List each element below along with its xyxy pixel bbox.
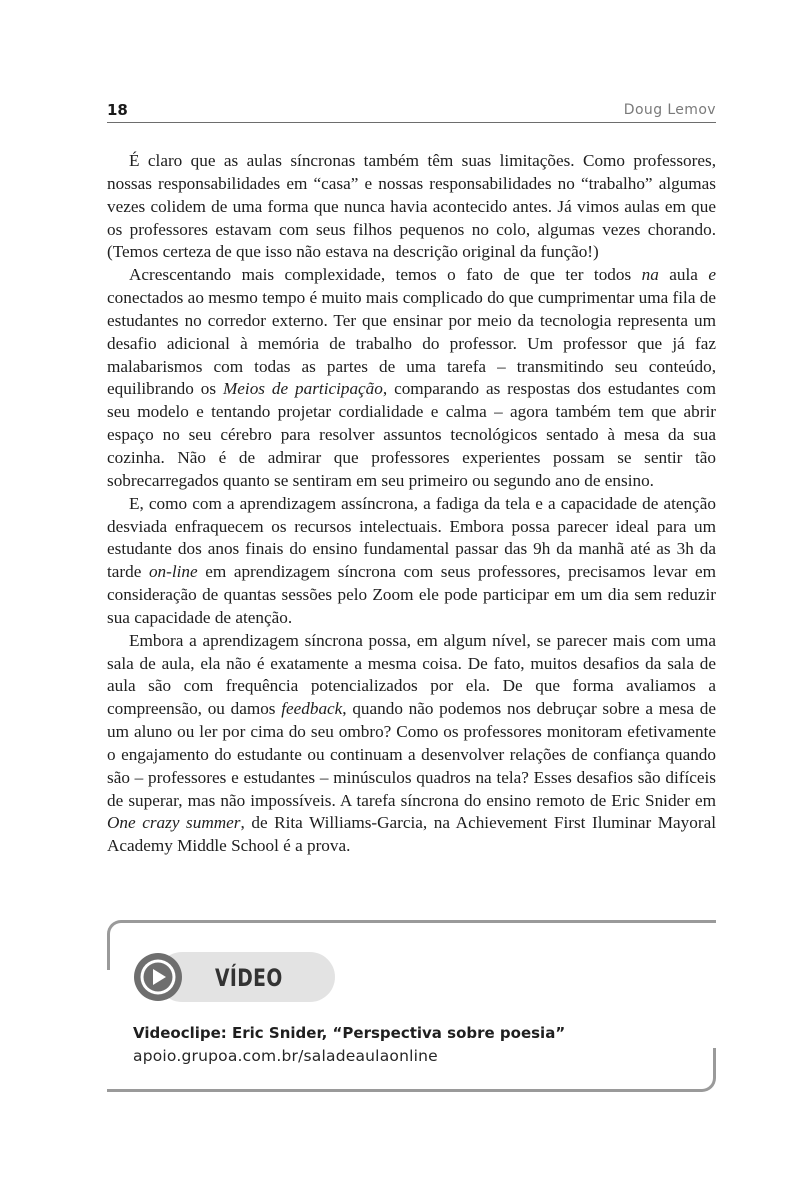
video-label: VÍDEO bbox=[215, 964, 283, 992]
paragraph-text: Acrescentando mais complexidade, temos o fato de que ter todos bbox=[129, 265, 642, 285]
italic-text: on-line bbox=[148, 562, 198, 582]
body-paragraph bbox=[107, 630, 716, 858]
body-text bbox=[107, 150, 716, 858]
video-url-link[interactable]: apoio.grupoa.com.br/saladeaulaonline bbox=[133, 1047, 438, 1065]
body-paragraph bbox=[107, 493, 716, 630]
body-paragraph bbox=[107, 264, 716, 492]
paragraph-text: É claro que as aulas síncronas também têm suas limitações. Como professores, nossas responsabilidades em “casa” e nossas responsabilidades no “trabalho” algumas vezes colidem de uma forma que nunca havia acontecido antes. Já vimos aulas em que os professores estavam com seus filhos pequenos no colo, algumas vezes chorando. (Temos certeza de que isso não estava na descrição original da função!) bbox=[107, 151, 716, 262]
paragraph-text: , quando não podemos nos debruçar sobre a mesa de um aluno ou ler por cima do seu ombro? Como os professores monitoram efetivamente o engajamento do estudante ou continuam a desenvolver relações de confiança quando são – professores e estudantes – minúsculos quadros na tela? Esses desafios são difíceis de superar, mas não impossíveis. A tarefa síncrona do ensino remoto de Eric Snider em bbox=[107, 699, 716, 810]
paragraph-text: conectados ao mesmo tempo é muito mais complicado do que cumprimentar uma fila de estudantes no corredor externo. Ter que ensinar por meio da tecnologia representa um desafio adicional à memória de trabalho do professor. Um professor que já faz malabarismos com todas as partes de uma tarefa – transmitindo seu conteúdo, equilibrando os bbox=[107, 288, 716, 399]
video-box bbox=[107, 920, 716, 1092]
paragraph-text: aula bbox=[658, 265, 709, 285]
paragraph-text: , comparando as respostas dos estudantes com seu modelo e tentando projetar cordialidade e calma – agora também tem que abrir espaço no seu cérebro para resolver assuntos tecnológicos sentado à mesa da sua cozinha. Não é de admirar que professores experientes possam se sentir tão sobrecarregados quanto se sentiram em seu primeiro ou segundo ano de ensino. bbox=[107, 379, 716, 490]
italic-text: na bbox=[641, 265, 659, 285]
italic-text: e bbox=[708, 265, 716, 285]
running-head-author: Doug Lemov bbox=[623, 102, 716, 118]
page-header bbox=[107, 100, 716, 123]
italic-text: Meios de participação bbox=[222, 379, 383, 399]
paragraph-text: Embora a aprendizagem síncrona possa, em algum nível, se parecer mais com uma sala de aula, ela não é exatamente a mesma coisa. De fato, muitos desafios da sala de aula são com frequência potencializados por ela. De que forma avaliamos a compreensão, ou damos bbox=[107, 630, 716, 719]
body-paragraph bbox=[107, 150, 716, 264]
italic-text: feedback bbox=[281, 699, 343, 719]
italic-text: One crazy summer bbox=[107, 813, 241, 833]
video-clip-title: Videoclipe: Eric Snider, “Perspectiva sobre poesia” bbox=[133, 1024, 566, 1042]
play-icon[interactable] bbox=[133, 952, 183, 1002]
paragraph-text: , de Rita Williams-Garcia, na Achievement First Iluminar Mayoral Academy Middle School é a prova. bbox=[107, 813, 716, 856]
paragraph-text: E, como com a aprendizagem assíncrona, a fadiga da tela e a capacidade de atenção desviada enfraquecem os recursos intelectuais. Embora possa parecer ideal para um estudante dos anos finais do ensino fundamental passar das 9h da manhã até as 3h da tarde bbox=[107, 493, 716, 582]
page-number: 18 bbox=[107, 101, 128, 119]
paragraph-text: em aprendizagem síncrona com seus professores, precisamos levar em consideração de quantas sessões pelo Zoom ele pode participar em um dia sem reduzir sua capacidade de atenção. bbox=[107, 562, 716, 627]
